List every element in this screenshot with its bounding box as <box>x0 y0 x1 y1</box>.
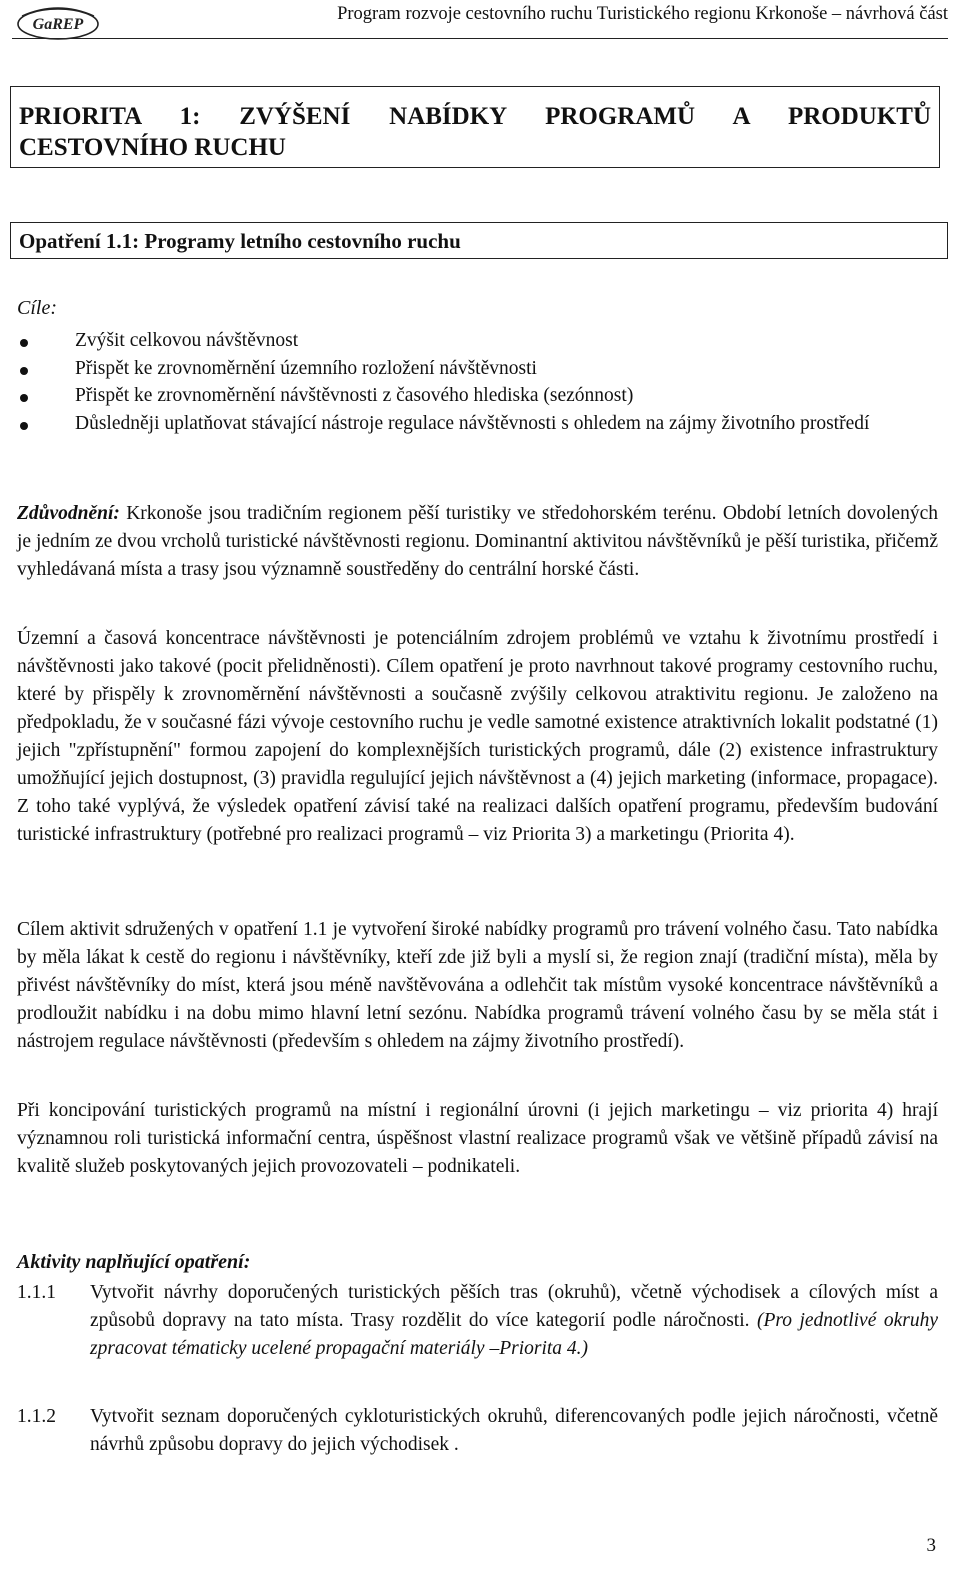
goals-list <box>0 327 960 437</box>
priority-heading-line2: CESTOVNÍHO RUCHU <box>19 134 286 161</box>
header-title: Program rozvoje cestovního ruchu Turistického regionu Krkonoše – návrhová část <box>337 4 948 24</box>
body-paragraph-3: Při koncipování turistických programů na místní i regionální úrovni (i jejich marketingu – viz priorita 4) hrají významnou roli turistická informační centra, úspěšnost vlastní realizace programů však ve většině případů závisí na kvalitě služeb poskytovaných jejich provozovateli – podnikateli. <box>17 1100 938 1177</box>
justification-label: Zdůvodnění: <box>17 503 120 524</box>
goal-item: Zvýšit celkovou návštěvnost <box>0 327 960 355</box>
measure-heading-box <box>10 222 948 259</box>
priority-heading-box <box>10 86 940 168</box>
goal-item: Přispět ke zrovnoměrnění návštěvnosti z časového hlediska (sezónnost) <box>0 382 960 410</box>
page-number: 3 <box>926 1535 936 1556</box>
bullet-icon <box>20 422 28 430</box>
bullet-icon <box>20 367 28 375</box>
bullet-icon <box>20 339 28 347</box>
activity-number: 1.1.2 <box>17 1406 56 1427</box>
body-paragraph-2: Cílem aktivit sdružených v opatření 1.1 je vytvoření široké nabídky programů pro trávení volného času. Tato nabídka by měla lákat k cestě do regionu i návštěvníky, kteří zde již byli a myslí si, že region znají (tradiční místa), měla by přivést návštěvníky do míst, která jsou méně navštěvována a odlehčit tak místům vysoké koncentrace návštěvníků a prodloužit nabídku i na dobu mimo hlavní letní sezónu. Nabídka programů trávení volného času by se měla stát i nástrojem regulace návštěvnosti (především s ohledem na zájmy životního prostředí). <box>17 919 938 1052</box>
bullet-icon <box>20 394 28 402</box>
activity-note: (Pro jednotlivé okruhy zpracovat tématicky ucelené propagační materiály –Priorita 4.) <box>90 1310 938 1359</box>
svg-text:GaREP: GaREP <box>32 16 84 33</box>
activities-label: Aktivity naplňující opatření: <box>17 1251 251 1273</box>
measure-title: Opatření 1.1: Programy letního cestovního ruchu <box>19 229 461 253</box>
priority-heading-line1: PRIORITA 1: ZVÝŠENÍ NABÍDKY PROGRAMŮ A PRODUKTŮ <box>19 103 931 130</box>
goal-item: Přispět ke zrovnoměrnění územního rozložení návštěvnosti <box>0 355 960 383</box>
body-paragraph-1: Územní a časová koncentrace návštěvnosti je potenciálním zdrojem problémů ve vztahu k životnímu prostředí i návštěvnosti jako takové (pocit přelidněnosti). Cílem opatření je proto navrhnout takové programy cestovního ruchu, které by přispěly k zrovnoměrnění návštěvnosti a současně zvýšily celkovou atraktivitu regionu. Je založeno na předpokladu, že v současné fázi vývoje cestovního ruchu je vedle samotné existence atraktivních lokalit podstatné (1) jejich "zpřístupnění" formou zapojení do komplexnějších turistických programů, dále (2) existence infrastruktury umožňující jejich dostupnost, (3) pravidla regulující jejich návštěvnost a (4) jejich marketing (informace, propagace). Z toho také vyplývá, že výsledek opatření závisí také na realizaci dalších opatření programu, především budování turistické infrastruktury (potřebné pro realizaci programů – viz Priorita 3) a marketingu (Priorita 4). <box>17 628 938 845</box>
goal-item: Důsledněji uplatňovat stávající nástroje regulace návštěvnosti s ohledem na zájmy životního prostředí <box>0 410 960 438</box>
activity-number: 1.1.1 <box>17 1282 56 1303</box>
activity-text: Vytvořit seznam doporučených cykloturistických okruhů, diferencovaných podle jejich náročnosti, včetně návrhů způsobu dopravy do jejich východisek . <box>90 1406 938 1455</box>
header-divider <box>12 38 948 39</box>
goals-label: Cíle: <box>17 297 57 319</box>
garep-logo <box>12 2 104 42</box>
justification-paragraph <box>17 500 938 584</box>
justification-text: Krkonoše jsou tradičním regionem pěší turistiky ve středohorském terénu. Období letních dovolených je jedním ze dvou vrcholů turistické návštěvnosti regionu. Dominantní aktivitou návštěvníků je pěší turistika, přičemž vyhledávaná místa a trasy jsou významně soustředěny do centrální horské části. <box>17 503 938 580</box>
activity-text: Vytvořit návrhy doporučených turistických pěších tras (okruhů), včetně východisek a cílových míst a způsobů dopravy na tato místa. Trasy rozdělit do více kategorií podle náročnosti. (Pro jednotlivé okruhy zpracovat tématicky ucelené propagační materiály –Priorita 4.) <box>90 1282 938 1359</box>
